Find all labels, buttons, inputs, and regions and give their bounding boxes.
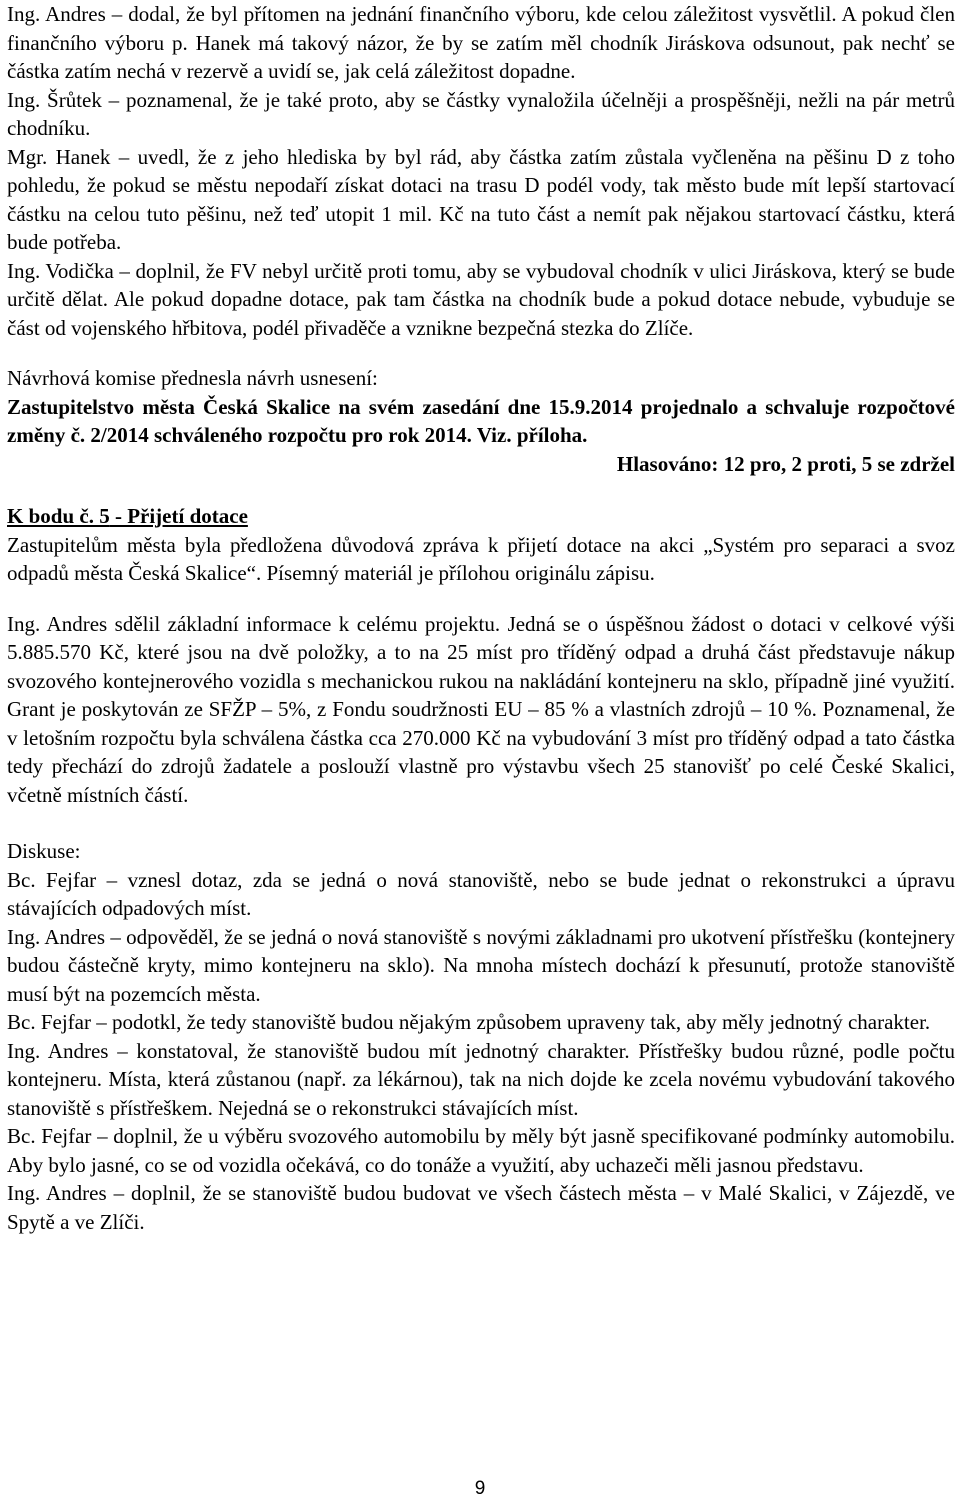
discussion-item: Bc. Fejfar – doplnil, že u výběru svozového automobilu by měly být jasně specifikované podmínky automobilu. Aby bylo jasné, co se od vozidla očekává, co do tonáže a využití, aby uchazeči měli jasnou představu. <box>7 1124 955 1177</box>
section-intro: Zastupitelům města byla předložena důvodová zpráva k přijetí dotace na akci „Systém pro separaci a svoz odpadů města Česká Skalice“. Písemný materiál je přílohou originálu zápisu. <box>7 532 955 585</box>
resolution-intro: Návrhová komise přednesla návrh usnesení: <box>7 366 378 390</box>
paragraph-andres-project: Ing. Andres sdělil základní informace k celému projektu. Jedná se o úspěšnou žádost o dotaci v celkové výši 5.885.570 Kč, které jsou na dvě položky, a to na 25 míst pro tříděný odpad a druhá část představuje nákup svozového kontejnerového vozidla s mechanickou rukou na nakládání kontejneru na sklo, případně jiné využití. Grant je poskytován ze SFŽP – 5%, z Fondu soudržnosti EU – 85 % a vlastních zdrojů – 10 %. Poznamenal, že v letošním rozpočtu byla schválena částka cca 270.000 Kč na vybudování 3 míst pro tříděný odpad a tato částka tedy přechází do zdrojů žadatele a poslouží vlastně pro výstavbu všech 25 stanovišť po celé České Skalici, včetně místních částí. <box>7 611 955 807</box>
paragraph-vodicka: Ing. Vodička – doplnil, že FV nebyl určitě proti tomu, aby se vybudoval chodník v ulici Jiráskova, který se bude určitě dělat. Ale pokud dopadne dotace, pak tam částka na chodník bude a pokud dotace nebude, vybuduje se část od vojenského hřbitova, podél přivaděče a vznikne bezpečná stezka do Zlíče. <box>7 258 955 340</box>
section-heading <box>7 502 955 531</box>
discussion-item: Ing. Andres – doplnil, že se stanoviště budou budovat ve všech částech města – v Malé Skalici, v Zájezdě, ve Spytě a ve Zlíči. <box>7 1181 955 1234</box>
paragraph-srutek: Ing. Šrůtek – poznamenal, že je také proto, aby se částky vynaložila účelněji a prospěšněji, nežli na pár metrů chodníku. <box>7 87 955 140</box>
discussion-label: Diskuse: <box>7 839 81 863</box>
resolution-text: Zastupitelstvo města Česká Skalice na svém zasedání dne 15.9.2014 projednalo a schvaluje rozpočtové změny č. 2/2014 schváleného rozpočtu pro rok 2014. Viz. příloha. <box>7 394 955 447</box>
discussion-item: Ing. Andres – konstatoval, že stanoviště budou mít jednotný charakter. Přístřešky budou různé, podle počtu kontejneru. Místa, která zůstanou (např. za lékárnou), tak na nich dojde ke zcela novému vybudování takového stanoviště s přístřeškem. Nejedná se o rekonstrukci stávajících míst. <box>7 1038 955 1120</box>
document-page <box>7 0 955 1236</box>
paragraph-andres-fv: Ing. Andres – dodal, že byl přítomen na jednání finančního výboru, kde celou záležitost vysvětlil. A pokud člen finančního výboru p. Hanek má takový názor, že by se zatím měl chodník Jiráskova odsunout, pak nechť se částka zatím nechá v rezervě a uvidí se, jak celá záležitost dopadne. <box>7 2 955 83</box>
discussion-item: Bc. Fejfar – podotkl, že tedy stanoviště budou nějakým způsobem upraveny tak, aby měly jednotný charakter. <box>7 1010 931 1034</box>
page-number: 9 <box>474 1478 486 1499</box>
section-title: - Přijetí dotace <box>109 504 248 528</box>
paragraph-hanek: Mgr. Hanek – uvedl, že z jeho hlediska by byl rád, aby částka zatím zůstala vyčleněna na pěšinu D z toho pohledu, že pokud se městu nepodaří získat dotaci na trasu D podél vody, tak město bude mít lepší startovací částku na celou tuto pěšinu, než teď utopit 1 mil. Kč na tuto část a nemít pak nějakou startovací částku, která bude potřeba. <box>7 144 955 254</box>
discussion-item: Ing. Andres – odpověděl, že se jedná o nová stanoviště s novými základnami pro ukotvení přístřešku (kontejnery budou částečně kryty, mimo kontejneru na sklo). Na mnoha místech dochází k přesunutí, protože stanoviště musí být na pozemcích města. <box>7 924 955 1006</box>
discussion-item: Bc. Fejfar – vznesl dotaz, zda se jedná o nová stanoviště, nebo se bude jednat o rekonstrukci a úpravu stávajících odpadových míst. <box>7 867 955 920</box>
vote-result: Hlasováno: 12 pro, 2 proti, 5 se zdržel <box>616 451 955 476</box>
section-number: K bodu č. 5 <box>7 504 110 528</box>
